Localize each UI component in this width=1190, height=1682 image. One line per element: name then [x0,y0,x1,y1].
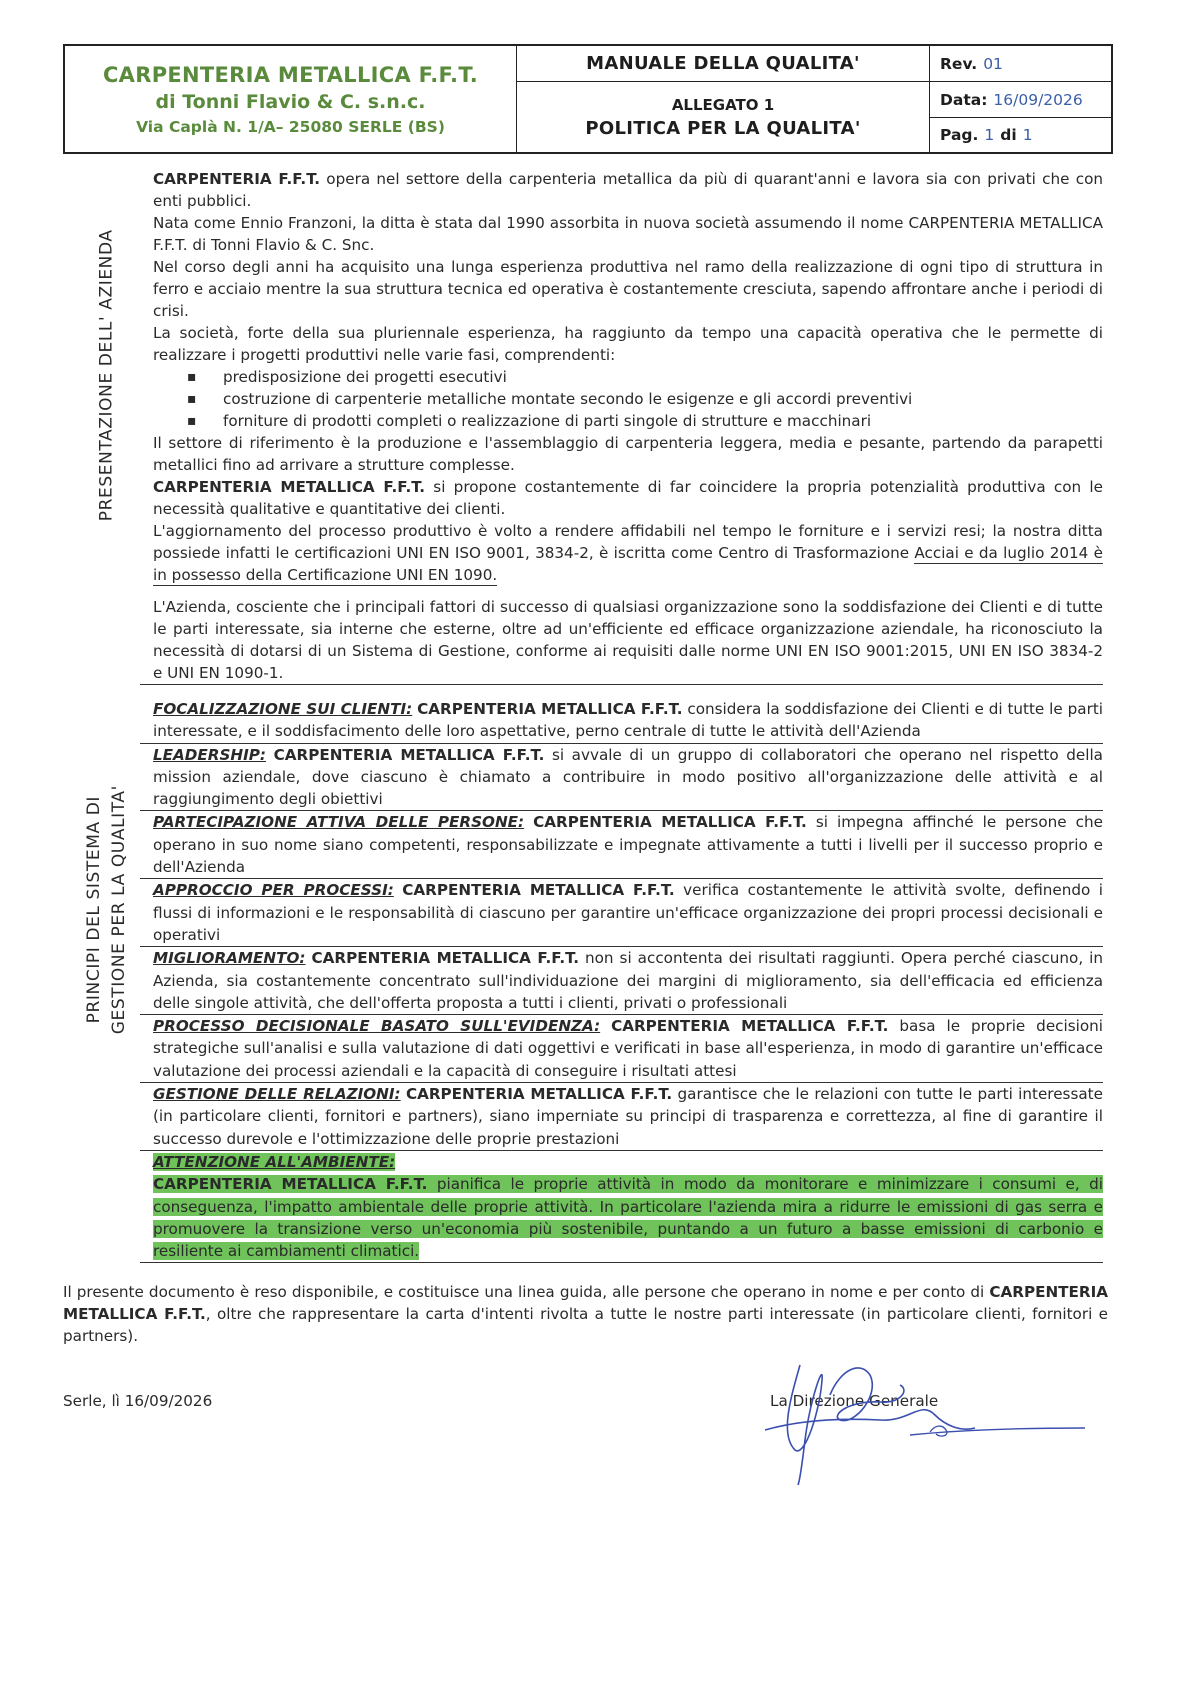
paragraph-text: L'aggiornamento del processo produttivo è volto a rendere affidabili nel tempo le forniture e i servizi resi; la nostra ditta possiede infatti le certificazioni UNI EN ISO 9001, 3834-2, è iscritta come Centro di Trasformazione [153,522,1103,562]
allegato-label: ALLEGATO 1 [671,95,775,114]
principle-text: garantisce che le relazioni con tutte le parti interessate (in particolare clienti, fornitori e partners), siano imperniate su principi di trasparenza e correttezza, al fine di garantire il successo durevole e l'ottimizzazione delle proprie prestazioni [153,1085,1103,1148]
principle-text: si impegna affinché le persone che operano in suo nome siano competenti, responsabilizzate e impegnate attivamente a tutti i livelli per il successo proprio e dell'Azienda [153,813,1103,877]
principle-text: basa le proprie decisioni strategiche sull'analisi e sulla valutazione di dati oggettivi e verificati in base all'esperienza, in modo di garantire un'efficace valutazione dei processi aziendali e la capacità di conseguire i risultati attesi [153,1017,1103,1080]
principle-item [140,947,1103,1015]
signatory-label: La Direzione Generale [770,1392,939,1410]
side-label-presentazione-text: PRESENTAZIONE DELL' AZIENDA [96,229,117,521]
environment-title: ATTENZIONE ALL'AMBIENTE: [153,1152,396,1171]
paragraph-text: si propone costantemente di far coincidere la propria potenzialità produttiva con le necessità qualitative e quantitative dei clienti. [153,478,1103,518]
revision-label: Rev. [940,54,978,73]
page-cell [930,118,1111,152]
principle-item [140,811,1103,879]
company-mention: CARPENTERIA METALLICA F.F.T. [153,1175,428,1194]
principles-section [140,698,1103,1263]
principle-title: LEADERSHIP: [153,745,266,764]
presentazione-paragraph [153,168,1103,212]
paragraph-text: opera nel settore della carpenteria metallica da più di quarant'anni e lavora sia con privati che con enti pubblici. [153,170,1103,210]
closing-statement [63,1281,1108,1347]
company-mention: CARPENTERIA METALLICA F.F.T. [611,1017,889,1036]
company-mention: CARPENTERIA F.F.T. [153,170,321,188]
revision-value: 01 [983,54,1003,73]
company-block [65,46,517,152]
principle-title: PROCESSO DECISIONALE BASATO SULL'EVIDENZA: [153,1017,601,1036]
presentazione-section [153,168,1103,586]
principle-title: MIGLIORAMENTO: [153,949,306,968]
list-item: ▪ predisposizione dei progetti esecutivi [153,366,1103,388]
page-of-label: di [1000,126,1017,144]
principle-item [140,698,1103,744]
side-label-principi [72,690,142,1130]
presentazione-paragraph [153,520,1103,586]
company-mention: CARPENTERIA METALLICA F.F.T. [311,949,579,968]
company-subtitle: di Tonni Flavio & C. s.n.c. [155,90,426,113]
principle-item [140,1083,1103,1151]
environment-principle [140,1151,1103,1263]
activities-list [153,366,1103,432]
company-address: Via Caplà N. 1/A– 25080 SERLE (BS) [136,117,445,136]
company-mention: CARPENTERIA METALLICA F.F.T. [533,813,807,832]
revision-cell [930,46,1111,82]
presentazione-paragraph: La società, forte della sua pluriennale esperienza, ha raggiunto da tempo una capacità operativa che le permette di realizzare i progetti produttivi nelle varie fasi, comprendenti: [153,324,1103,364]
principle-item [140,1015,1103,1083]
closing-text: , oltre che rappresentare la carta d'intenti rivolta a tutte le nostre parti interessate (in particolare clienti, fornitori e partners). [63,1305,1108,1345]
principle-item [140,879,1103,947]
presentazione-paragraph [153,476,1103,520]
list-item: ▪ costruzione di carpenterie metalliche montate secondo le esigenze e gli accordi preventivi [153,388,1103,410]
company-mention: CARPENTERIA METALLICA F.F.T. [273,745,545,764]
document-header [63,44,1113,154]
side-label-principi-line2: GESTIONE PER LA QUALITA' [109,785,129,1035]
principle-title: FOCALIZZAZIONE SUI CLIENTI: [153,700,413,718]
principle-title: APPROCCIO PER PROCESSI: [153,881,394,900]
policy-title: POLITICA PER LA QUALITA' [585,117,861,139]
environment-text: pianifica le proprie attività in modo da monitorare e minimizzare i consumi e, di conseguenza, l'impatto ambientale delle proprie attività. In particolare l'azienda mira a ridurre le emissioni di gas serra e promuovere la transizione verso un'economia più sostenibile, puntando a un futuro a basse emissioni di carbonio e resiliente ai cambiamenti climatici. [153,1175,1103,1261]
date-cell [930,82,1111,118]
paragraph-text: Acciai e da luglio 2014 è in possesso della Certificazione UNI EN 1090. [153,544,1103,584]
company-mention: CARPENTERIA METALLICA F.F.T. [402,881,675,900]
page-total: 1 [1022,126,1033,144]
page-label: Pag. [940,126,979,144]
principle-text: verifica costantemente le attività svolte, definendo i flussi di informazioni e le responsabilità di ciascuno per garantire un'efficace organizzazione dei propri processi decisionali e operativi [153,881,1103,944]
management-system-statement [140,596,1103,685]
list-item: ▪ forniture di prodotti completi o realizzazione di parti singole di strutture e macchinari [153,410,1103,432]
place-and-date: Serle, lì 16/09/2026 [63,1392,213,1410]
allegato-block [517,82,930,152]
side-label-principi-line1: PRINCIPI DEL SISTEMA DI [84,796,105,1024]
principle-text: non si accontenta dei risultati raggiunti. Opera perché ciascuno, in Azienda, sia costantemente concentrato sull'individuazione dei margini di miglioramento, sia dell'efficacia ed efficienza delle singole attività, che dell'offerta proposta a tutti i clienti, privati o professionali [153,949,1103,1012]
principle-text: considera la soddisfazione dei Clienti e di tutte le parti interessate, e il soddisfacimento delle loro aspettative, perno centrale di tutte le attività dell'Azienda [153,700,1104,741]
presentazione-paragraph: L'Azienda, cosciente che i principali fattori di successo di qualsiasi organizzazione sono la soddisfazione dei Clienti e di tutte le parti interessate, sia interne che esterne, oltre ad un'efficiente ed efficace organizzazione aziendale, ha riconosciuto la necessità di dotarsi di un Sistema di Gestione, conforme ai requisiti dalle norme UNI EN ISO 9001:2015, UNI EN ISO 3834-2 e UNI EN 1090-1. [140,596,1103,685]
handwritten-signature [760,1340,1090,1490]
side-label-presentazione [75,165,139,585]
closing-text: Il presente documento è reso disponibile, e costituisce una linea guida, alle persone che operano in nome e per conto di [63,1283,990,1301]
manual-title: MANUALE DELLA QUALITA' [517,46,930,82]
presentazione-paragraph: Nel corso degli anni ha acquisito una lunga esperienza produttiva nel ramo della realizzazione di ogni tipo di struttura in ferro e acciaio mentre la sua struttura tecnica ed operativa è costantemente cresciuta, sapendo affrontare anche i periodi di crisi. [153,258,1103,320]
company-mention: CARPENTERIA METALLICA F.F.T. [417,700,683,718]
date-value: 16/09/2026 [993,90,1083,109]
principle-item [140,744,1103,812]
company-name: CARPENTERIA METALLICA F.F.T. [102,62,479,87]
page-value: 1 [984,126,995,144]
presentazione-paragraph: Il settore di riferimento è la produzione e l'assemblaggio di carpenteria leggera, media e pesante, partendo da parapetti metallici fino ad arrivare a strutture complesse. [153,434,1103,474]
company-mention: CARPENTERIA METALLICA F.F.T. [153,478,426,496]
presentazione-paragraph: Nata come Ennio Franzoni, la ditta è stata dal 1990 assorbita in nuova società assumendo il nome CARPENTERIA METALLICA F.F.T. di Tonni Flavio & C. Snc. [153,214,1103,254]
principle-text: si avvale di un gruppo di collaboratori che operano nel rispetto della mission aziendale, dove ciascuno è chiamato a contribuire in modo positivo all'organizzazione delle attività e al raggiungimento degli obiettivi [153,745,1103,809]
company-mention: CARPENTERIA METALLICA F.F.T. [63,1283,1108,1323]
principle-title: GESTIONE DELLE RELAZIONI: [153,1085,401,1104]
date-label: Data: [940,90,988,109]
side-label-principi-text [82,785,131,1034]
company-mention: CARPENTERIA METALLICA F.F.T. [405,1085,673,1104]
principle-title: PARTECIPAZIONE ATTIVA DELLE PERSONE: [153,813,525,832]
